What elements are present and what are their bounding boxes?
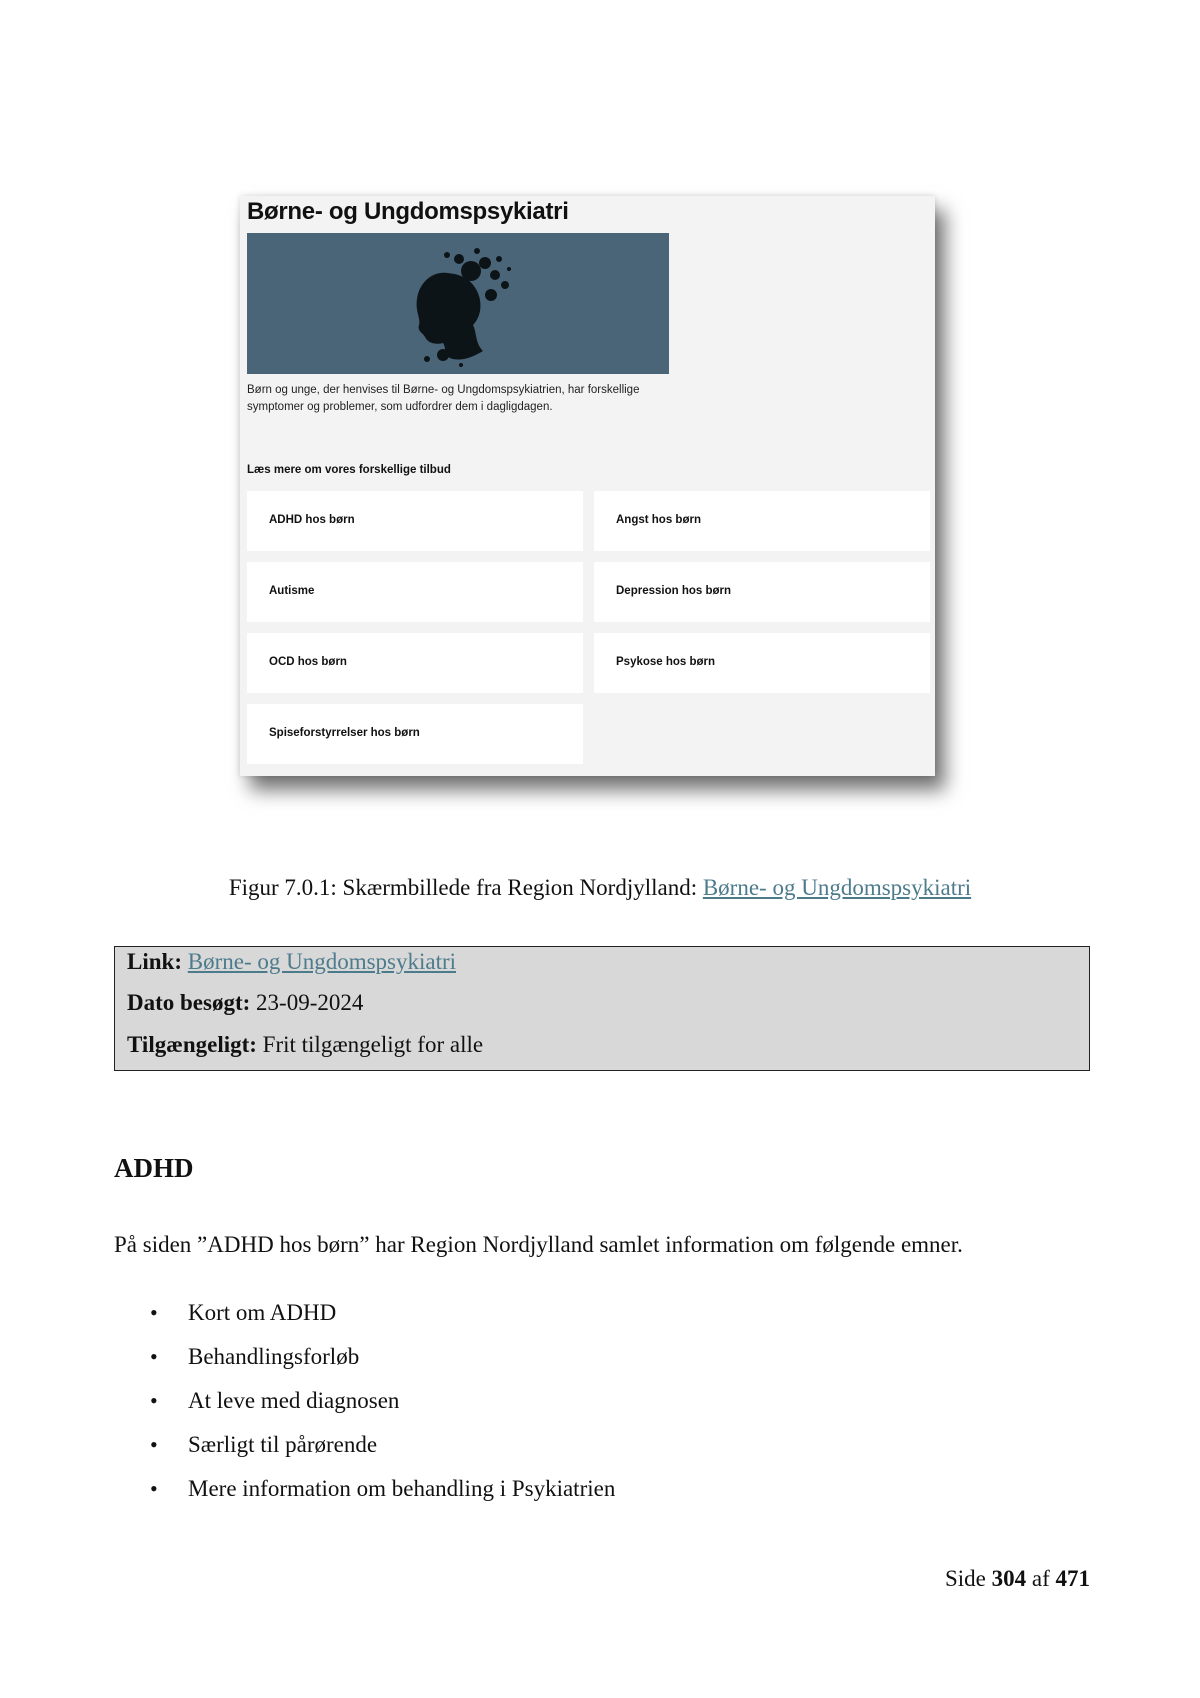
link-label: Link: <box>127 949 182 974</box>
list-item: • Kort om ADHD <box>114 1300 615 1344</box>
pager-total: 471 <box>1055 1566 1090 1591</box>
offers-heading: Læs mere om vores forskellige tilbud <box>247 464 451 476</box>
link-row <box>127 949 456 975</box>
screenshot-title: Børne- og Ungdomspsykiatri <box>247 198 569 225</box>
list-item: • Behandlingsforløb <box>114 1344 615 1388</box>
card-label: Angst hos børn <box>616 514 701 526</box>
source-info-box <box>114 946 1090 1071</box>
list-item: • Særligt til pårørende <box>114 1432 615 1476</box>
card-label: Autisme <box>269 585 315 597</box>
card-label: OCD hos børn <box>269 656 347 668</box>
section-heading: ADHD <box>114 1153 194 1183</box>
card-angst <box>594 491 930 551</box>
card-adhd <box>247 491 583 551</box>
card-label: ADHD hos børn <box>269 514 355 526</box>
date-row <box>127 990 363 1016</box>
card-label: Spiseforstyrrelser hos børn <box>269 727 420 739</box>
screenshot-description: Børn og unge, der henvises til Børne- og Ungdomspsykiatrien, har forskellige symptomer og problemer, som udfordrer dem i dagligdagen. <box>247 384 640 413</box>
source-link[interactable]: Børne- og Ungdomspsykiatri <box>187 949 457 974</box>
hero-image <box>247 233 669 374</box>
list-item: • At leve med diagnosen <box>114 1388 615 1432</box>
website-screenshot <box>240 196 935 776</box>
figure-caption <box>0 875 1200 901</box>
date-label: Dato besøgt: <box>127 990 251 1015</box>
access-value: Frit tilgængeligt for alle <box>262 1032 484 1057</box>
card-psykose <box>594 633 930 693</box>
child-silhouette-illustration <box>247 233 669 374</box>
caption-text: Figur 7.0.1: Skærmbillede fra Region Nordjylland: <box>228 875 703 900</box>
page-number <box>945 1566 1090 1592</box>
pager-prefix: Side <box>944 1566 986 1591</box>
access-label: Tilgængeligt: <box>127 1032 257 1057</box>
card-label: Depression hos børn <box>616 585 732 597</box>
access-row <box>127 1032 483 1058</box>
card-spiseforstyrrelser <box>247 704 583 764</box>
card-depression <box>594 562 930 622</box>
list-item: • Mere information om behandling i Psykiatrien <box>114 1476 615 1520</box>
pager-current: 304 <box>991 1566 1027 1591</box>
card-autisme <box>247 562 583 622</box>
card-ocd <box>247 633 583 693</box>
topics-list <box>114 1300 615 1520</box>
caption-link[interactable]: Børne- og Ungdomspsykiatri <box>702 875 972 900</box>
section-intro: På siden ”ADHD hos børn” har Region Nordjylland samlet information om følgende emner. <box>114 1232 963 1257</box>
pager-sep: af <box>1031 1566 1050 1591</box>
card-label: Psykose hos børn <box>616 656 716 668</box>
date-value: 23-09-2024 <box>256 990 364 1015</box>
